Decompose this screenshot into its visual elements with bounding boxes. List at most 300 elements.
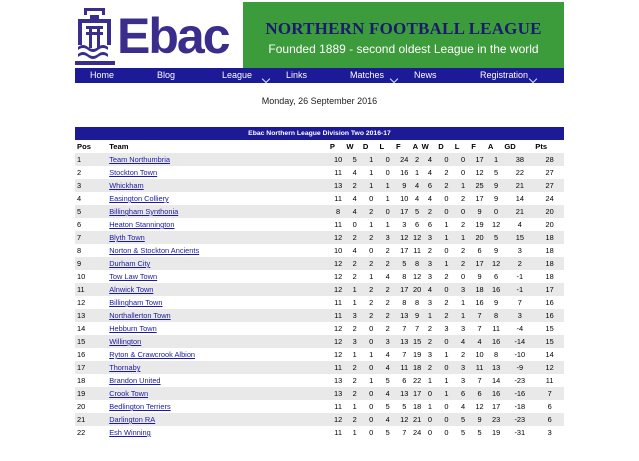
ebac-logo[interactable] bbox=[75, 6, 243, 67]
cell-away-d: 0 bbox=[444, 246, 449, 255]
cell-away-l: 1 bbox=[460, 181, 466, 190]
cell-home-f: 7 bbox=[402, 350, 407, 359]
cell-home-f: 12 bbox=[400, 233, 409, 242]
cell-p: 11 bbox=[334, 298, 342, 307]
cell-home-l: 0 bbox=[385, 207, 390, 216]
cell-away-l: 2 bbox=[460, 350, 466, 359]
cell-pos: 17 bbox=[77, 363, 86, 372]
cell-home-w: 2 bbox=[352, 259, 357, 268]
cell-gd: 14 bbox=[515, 194, 524, 203]
cell-away-w: 2 bbox=[427, 207, 432, 216]
col-header-pos: Pos bbox=[77, 142, 91, 151]
cell-home-l: 4 bbox=[385, 350, 390, 359]
table-row bbox=[75, 322, 564, 335]
table-row bbox=[75, 283, 564, 296]
cell-p: 13 bbox=[333, 389, 343, 398]
cell-home-f: 7 bbox=[402, 324, 407, 333]
cell-home-d: 0 bbox=[369, 363, 374, 372]
cell-home-d: 1 bbox=[369, 350, 374, 359]
chevron-down-icon bbox=[262, 75, 270, 83]
cell-gd: 4 bbox=[517, 220, 522, 229]
team-link[interactable]: Blyth Town bbox=[109, 233, 145, 242]
cell-away-l: 0 bbox=[460, 168, 466, 177]
cell-home-f: 7 bbox=[402, 428, 407, 437]
cell-pos: 16 bbox=[77, 350, 86, 359]
cell-pos: 18 bbox=[77, 376, 86, 385]
cell-gd: -18 bbox=[514, 402, 526, 411]
cell-away-l: 1 bbox=[460, 233, 466, 242]
cell-home-l: 2 bbox=[385, 324, 390, 333]
team-link[interactable]: Northallerton Town bbox=[109, 311, 171, 320]
cell-away-l: 0 bbox=[460, 272, 466, 281]
cell-gd: -14 bbox=[514, 337, 526, 346]
table-row bbox=[75, 400, 564, 413]
cell-away-d: 0 bbox=[444, 415, 449, 424]
nav-matches-label: Matches bbox=[350, 70, 385, 80]
cell-p: 11 bbox=[334, 311, 342, 320]
cell-away-a: 5 bbox=[494, 168, 499, 177]
col-header-pts: Pts bbox=[535, 142, 548, 151]
table-row bbox=[75, 192, 564, 205]
cell-home-f: 17 bbox=[400, 285, 409, 294]
team-link[interactable]: Brandon United bbox=[109, 376, 161, 385]
cell-gd: -23 bbox=[514, 376, 526, 385]
cell-pts: 16 bbox=[545, 298, 554, 307]
team-link[interactable]: Tow Law Town bbox=[109, 272, 158, 281]
cell-away-w: 1 bbox=[427, 311, 432, 320]
cell-gd: 22 bbox=[515, 168, 524, 177]
cell-away-l: 2 bbox=[460, 259, 466, 268]
cell-home-a: 5 bbox=[415, 207, 420, 216]
cell-away-l: 2 bbox=[460, 246, 466, 255]
cell-gd: -9 bbox=[516, 363, 524, 372]
team-link[interactable]: Crook Town bbox=[109, 389, 149, 398]
table-row bbox=[75, 270, 564, 283]
cell-p: 10 bbox=[333, 246, 343, 255]
cell-home-w: 4 bbox=[352, 207, 357, 216]
cell-home-l: 5 bbox=[385, 376, 390, 385]
team-cell bbox=[109, 322, 330, 335]
table-row bbox=[75, 374, 564, 387]
cell-pts: 18 bbox=[545, 259, 554, 268]
cell-home-l: 5 bbox=[385, 402, 390, 411]
col-header-home-d: D bbox=[362, 142, 369, 151]
cell-home-f: 13 bbox=[400, 337, 409, 346]
team-link[interactable]: Billingham Synthonia bbox=[109, 207, 179, 216]
cell-pos: 14 bbox=[77, 324, 86, 333]
cell-home-a: 12 bbox=[412, 272, 422, 281]
cell-gd: -4 bbox=[516, 324, 524, 333]
cell-away-w: 3 bbox=[427, 233, 432, 242]
cell-home-l: 2 bbox=[385, 285, 390, 294]
cell-home-d: 2 bbox=[369, 233, 374, 242]
cell-pts: 28 bbox=[545, 155, 554, 164]
cell-home-d: 1 bbox=[369, 376, 374, 385]
table-row bbox=[75, 257, 564, 270]
cell-pos: 22 bbox=[77, 428, 86, 437]
page-wrapper bbox=[75, 0, 564, 437]
cell-away-f: 20 bbox=[475, 233, 484, 242]
cell-home-f: 16 bbox=[400, 168, 409, 177]
cell-pts: 24 bbox=[545, 194, 554, 203]
cell-away-d: 0 bbox=[444, 428, 449, 437]
col-header-home-f: F bbox=[396, 142, 401, 151]
cell-p: 11 bbox=[334, 168, 342, 177]
cell-home-a: 15 bbox=[412, 337, 422, 346]
cell-away-f: 9 bbox=[477, 415, 482, 424]
cell-home-d: 0 bbox=[369, 428, 374, 437]
cell-away-d: 0 bbox=[444, 285, 449, 294]
cell-away-d: 0 bbox=[444, 363, 449, 372]
cell-away-d: 3 bbox=[444, 324, 449, 333]
cell-home-w: 4 bbox=[352, 194, 357, 203]
table-row bbox=[75, 205, 564, 218]
cell-home-a: 4 bbox=[415, 181, 420, 190]
table-row bbox=[75, 244, 564, 257]
cell-home-f: 8 bbox=[402, 298, 407, 307]
cell-gd: -23 bbox=[514, 415, 526, 424]
cell-pts: 18 bbox=[545, 272, 554, 281]
team-link[interactable]: Billingham Town bbox=[109, 298, 163, 307]
cell-pos: 6 bbox=[77, 220, 82, 229]
cell-home-w: 5 bbox=[352, 155, 357, 164]
cell-home-f: 5 bbox=[402, 259, 407, 268]
table-row bbox=[75, 387, 564, 400]
cell-away-d: 2 bbox=[444, 311, 449, 320]
cell-away-l: 4 bbox=[460, 337, 466, 346]
cell-away-w: 2 bbox=[427, 246, 432, 255]
table-body bbox=[75, 153, 564, 439]
cell-away-a: 9 bbox=[494, 246, 499, 255]
col-header-gd: GD bbox=[504, 142, 516, 151]
cell-p: 12 bbox=[333, 350, 343, 359]
cell-home-d: 0 bbox=[369, 415, 374, 424]
team-cell bbox=[109, 296, 330, 309]
cell-home-l: 2 bbox=[385, 246, 390, 255]
cell-home-w: 1 bbox=[352, 428, 357, 437]
nav-blog[interactable] bbox=[142, 68, 208, 83]
cell-home-d: 2 bbox=[369, 259, 374, 268]
team-link[interactable]: Willington bbox=[109, 337, 142, 346]
team-link[interactable]: Heaton Stannington bbox=[109, 220, 175, 229]
cell-p: 13 bbox=[333, 181, 343, 190]
team-link[interactable]: Bedlington Terriers bbox=[109, 402, 171, 411]
cell-away-f: 17 bbox=[475, 259, 484, 268]
team-link[interactable]: Hebburn Town bbox=[109, 324, 157, 333]
team-link[interactable]: Norton & Stockton Ancients bbox=[109, 246, 200, 255]
nav-home[interactable] bbox=[75, 68, 142, 83]
cell-home-d: 0 bbox=[369, 402, 374, 411]
table-caption: Ebac Northern League Division Two 2016-17 bbox=[75, 127, 564, 140]
cell-home-f: 17 bbox=[400, 246, 409, 255]
table-row bbox=[75, 218, 564, 231]
cell-home-f: 13 bbox=[400, 389, 409, 398]
cell-home-l: 5 bbox=[385, 428, 390, 437]
cell-pos: 5 bbox=[77, 207, 82, 216]
cell-away-f: 17 bbox=[475, 155, 484, 164]
cell-away-w: 2 bbox=[427, 363, 432, 372]
cell-away-a: 11 bbox=[492, 324, 500, 333]
league-tagline: Founded 1889 - second oldest League in the world bbox=[268, 42, 539, 56]
cell-away-l: 1 bbox=[460, 298, 466, 307]
cell-home-a: 12 bbox=[412, 233, 422, 242]
cell-home-d: 1 bbox=[369, 168, 374, 177]
cell-away-d: 0 bbox=[444, 155, 449, 164]
cell-away-a: 17 bbox=[491, 402, 501, 411]
cell-home-w: 3 bbox=[352, 337, 357, 346]
cell-home-l: 3 bbox=[385, 337, 390, 346]
team-link[interactable]: Whickham bbox=[109, 181, 144, 190]
cell-away-a: 16 bbox=[491, 389, 501, 398]
cell-home-d: 0 bbox=[369, 389, 374, 398]
team-cell bbox=[109, 374, 330, 387]
cell-away-f: 12 bbox=[475, 402, 484, 411]
cell-away-l: 3 bbox=[460, 363, 466, 372]
nav-links-label: Links bbox=[286, 70, 308, 80]
cell-p: 11 bbox=[334, 220, 342, 229]
cell-away-d: 0 bbox=[444, 402, 449, 411]
cell-home-d: 2 bbox=[369, 285, 374, 294]
cell-away-d: 2 bbox=[444, 298, 449, 307]
cell-away-d: 1 bbox=[444, 259, 449, 268]
cell-pos: 13 bbox=[77, 311, 86, 320]
cell-away-w: 0 bbox=[427, 428, 432, 437]
cell-home-l: 2 bbox=[385, 298, 390, 307]
cell-away-w: 4 bbox=[427, 194, 432, 203]
cell-gd: 7 bbox=[517, 298, 522, 307]
current-date: Monday, 26 September 2016 bbox=[261, 96, 378, 106]
nav-news[interactable] bbox=[401, 68, 466, 83]
cell-home-l: 4 bbox=[385, 389, 390, 398]
cell-home-a: 8 bbox=[415, 298, 420, 307]
cell-pts: 27 bbox=[545, 168, 554, 177]
cell-home-d: 0 bbox=[369, 324, 374, 333]
col-header-home-l: L bbox=[379, 142, 385, 151]
cell-home-w: 2 bbox=[352, 363, 357, 372]
cell-home-l: 0 bbox=[385, 168, 390, 177]
cell-home-a: 6 bbox=[415, 220, 420, 229]
cell-home-l: 1 bbox=[385, 220, 390, 229]
table-header bbox=[75, 140, 564, 153]
cell-home-a: 19 bbox=[412, 350, 422, 359]
cell-pos: 11 bbox=[77, 285, 85, 294]
cell-home-a: 8 bbox=[415, 259, 420, 268]
cell-away-d: 2 bbox=[444, 272, 449, 281]
cell-home-w: 1 bbox=[352, 402, 357, 411]
cell-p: 12 bbox=[333, 259, 343, 268]
cell-home-w: 2 bbox=[352, 272, 357, 281]
table-row bbox=[75, 166, 564, 179]
cell-away-d: 0 bbox=[444, 194, 449, 203]
cell-pts: 6 bbox=[547, 402, 552, 411]
col-header-away-l: L bbox=[454, 142, 460, 151]
cell-home-f: 12 bbox=[400, 415, 409, 424]
table-row bbox=[75, 335, 564, 348]
cell-p: 13 bbox=[333, 376, 343, 385]
cell-home-w: 2 bbox=[352, 415, 357, 424]
cell-pts: 17 bbox=[545, 285, 554, 294]
cell-away-l: 2 bbox=[460, 194, 466, 203]
cell-home-a: 1 bbox=[415, 168, 420, 177]
cell-home-a: 7 bbox=[415, 324, 420, 333]
cell-away-w: 0 bbox=[427, 389, 432, 398]
team-link[interactable]: Alnwick Town bbox=[109, 285, 154, 294]
cell-away-w: 6 bbox=[427, 181, 432, 190]
cell-gd: -1 bbox=[516, 272, 524, 281]
cell-gd: -16 bbox=[514, 389, 526, 398]
team-cell bbox=[109, 244, 330, 257]
cell-home-w: 2 bbox=[352, 324, 357, 333]
cell-gd: 2 bbox=[517, 259, 522, 268]
cell-away-f: 7 bbox=[477, 376, 482, 385]
cell-away-f: 5 bbox=[477, 428, 482, 437]
cell-away-l: 3 bbox=[460, 324, 466, 333]
cell-home-d: 0 bbox=[369, 194, 374, 203]
cell-away-w: 3 bbox=[427, 298, 432, 307]
cell-home-l: 0 bbox=[385, 155, 390, 164]
cell-home-w: 4 bbox=[352, 168, 357, 177]
cell-away-a: 13 bbox=[491, 363, 501, 372]
cell-home-f: 24 bbox=[400, 155, 409, 164]
cell-away-d: 2 bbox=[444, 181, 449, 190]
cell-pts: 20 bbox=[545, 220, 554, 229]
team-cell bbox=[109, 257, 330, 270]
cell-home-a: 20 bbox=[412, 285, 422, 294]
cell-home-f: 8 bbox=[402, 272, 407, 281]
cell-away-f: 6 bbox=[477, 389, 482, 398]
team-cell bbox=[109, 205, 330, 218]
league-title: NORTHERN FOOTBALL LEAGUE bbox=[265, 19, 542, 38]
nav-links[interactable] bbox=[273, 68, 337, 83]
cell-gd: 15 bbox=[515, 233, 524, 242]
team-link[interactable]: Stockton Town bbox=[109, 168, 158, 177]
cell-away-l: 4 bbox=[460, 402, 466, 411]
team-link[interactable]: Ryton & Crawcrook Albion bbox=[109, 350, 196, 359]
cell-away-a: 0 bbox=[494, 207, 499, 216]
cell-pos: 9 bbox=[77, 259, 82, 268]
cell-away-l: 1 bbox=[460, 311, 466, 320]
team-link[interactable]: Thornaby bbox=[109, 363, 141, 372]
cell-home-d: 0 bbox=[369, 337, 374, 346]
cell-pos: 10 bbox=[77, 272, 86, 281]
cell-home-d: 1 bbox=[369, 155, 374, 164]
main-nav bbox=[75, 68, 564, 83]
cell-pos: 3 bbox=[77, 181, 82, 190]
table-row bbox=[75, 361, 564, 374]
team-cell bbox=[109, 400, 330, 413]
cell-home-l: 1 bbox=[385, 194, 390, 203]
team-cell bbox=[109, 153, 330, 166]
cell-away-a: 14 bbox=[491, 376, 501, 385]
cell-pts: 18 bbox=[545, 233, 554, 242]
cell-home-d: 2 bbox=[369, 207, 374, 216]
col-header-team: Team bbox=[109, 142, 129, 151]
cell-away-w: 2 bbox=[427, 337, 432, 346]
cell-away-a: 5 bbox=[494, 233, 499, 242]
team-cell bbox=[109, 413, 330, 426]
cell-away-a: 8 bbox=[494, 311, 499, 320]
site-header bbox=[75, 0, 564, 67]
team-cell bbox=[109, 335, 330, 348]
team-cell bbox=[109, 192, 330, 205]
nav-league-label: League bbox=[222, 70, 253, 80]
team-link[interactable]: Esh Winning bbox=[109, 428, 151, 437]
cell-home-w: 4 bbox=[352, 246, 357, 255]
cell-away-w: 3 bbox=[427, 272, 432, 281]
cell-p: 11 bbox=[334, 428, 342, 437]
league-banner bbox=[243, 2, 564, 68]
team-link[interactable]: Durham City bbox=[109, 259, 151, 268]
team-cell bbox=[109, 218, 330, 231]
nav-blog-label: Blog bbox=[157, 70, 176, 80]
cell-home-f: 13 bbox=[400, 311, 409, 320]
cell-away-d: 0 bbox=[444, 207, 449, 216]
cell-pts: 18 bbox=[545, 246, 554, 255]
nav-registration[interactable] bbox=[466, 68, 540, 83]
table-row bbox=[75, 426, 564, 439]
team-cell bbox=[109, 283, 330, 296]
cell-home-f: 6 bbox=[402, 376, 407, 385]
nav-news-label: News bbox=[414, 70, 437, 80]
cell-away-w: 4 bbox=[427, 155, 432, 164]
cell-away-l: 0 bbox=[460, 155, 466, 164]
nav-matches[interactable] bbox=[337, 68, 401, 83]
cell-away-d: 1 bbox=[444, 220, 449, 229]
cell-p: 12 bbox=[333, 272, 343, 281]
cell-home-d: 0 bbox=[369, 246, 374, 255]
nav-league[interactable] bbox=[208, 68, 273, 83]
table-row bbox=[75, 348, 564, 361]
team-link[interactable]: Easington Colliery bbox=[109, 194, 169, 203]
cell-home-d: 1 bbox=[369, 272, 374, 281]
cell-away-f: 9 bbox=[477, 272, 482, 281]
team-cell bbox=[109, 270, 330, 283]
cell-home-a: 4 bbox=[415, 194, 420, 203]
cell-away-f: 9 bbox=[477, 207, 482, 216]
cell-pts: 6 bbox=[547, 415, 552, 424]
cell-home-d: 1 bbox=[369, 220, 374, 229]
cell-home-f: 5 bbox=[402, 402, 407, 411]
cell-gd: 21 bbox=[515, 207, 524, 216]
cell-home-d: 2 bbox=[369, 298, 374, 307]
cell-away-f: 7 bbox=[477, 311, 482, 320]
cell-home-w: 3 bbox=[352, 311, 357, 320]
cell-away-a: 16 bbox=[491, 337, 501, 346]
cell-away-d: 1 bbox=[444, 376, 449, 385]
cell-home-w: 2 bbox=[352, 389, 357, 398]
cell-home-a: 9 bbox=[415, 311, 420, 320]
cell-away-a: 9 bbox=[494, 298, 499, 307]
team-link[interactable]: Team Northumbria bbox=[109, 155, 170, 164]
cell-home-l: 4 bbox=[385, 272, 390, 281]
cell-home-f: 3 bbox=[402, 220, 407, 229]
cell-p: 12 bbox=[333, 285, 343, 294]
cell-home-a: 24 bbox=[412, 428, 422, 437]
cell-home-f: 9 bbox=[402, 181, 407, 190]
cell-pts: 15 bbox=[545, 324, 554, 333]
league-table bbox=[75, 127, 564, 439]
cell-away-w: 3 bbox=[427, 259, 432, 268]
col-header-away-w: W bbox=[421, 142, 429, 151]
table-row bbox=[75, 179, 564, 192]
col-header-away-d: D bbox=[438, 142, 444, 151]
cell-away-w: 1 bbox=[427, 402, 432, 411]
col-header-home-w: W bbox=[346, 142, 354, 151]
cell-away-d: 0 bbox=[444, 337, 449, 346]
team-cell bbox=[109, 231, 330, 244]
team-link[interactable]: Darlington RA bbox=[109, 415, 156, 424]
cell-gd: 3 bbox=[517, 246, 522, 255]
